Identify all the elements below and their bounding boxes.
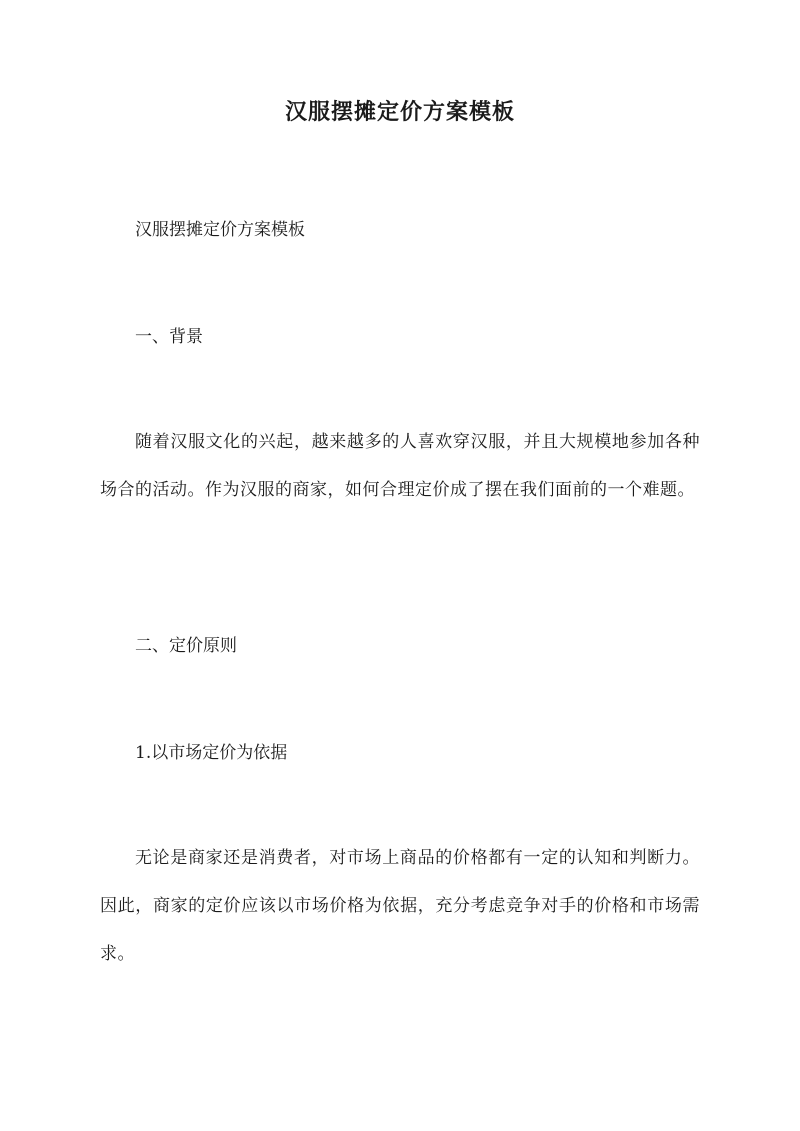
document-title: 汉服摆摊定价方案模板 — [284, 99, 515, 125]
background-paragraph: 随着汉服文化的兴起，越来越多的人喜欢穿汉服，并且大规模地参加各种场合的活动。作为汉服的商家，如何合理定价成了摆在我们面前的一个难题。 — [100, 432, 700, 500]
document-subtitle: 汉服摆摊定价方案模板 — [135, 220, 305, 240]
section-heading-background: 一、背景 — [135, 327, 203, 347]
principle-heading-market-pricing: 1.以市场定价为依据 — [135, 743, 288, 763]
market-pricing-paragraph: 无论是商家还是消费者，对市场上商品的价格都有一定的认知和判断力。因此，商家的定价应该以市场价格为依据，充分考虑竞争对手的价格和市场需求。 — [100, 848, 700, 964]
section-heading-pricing-principles: 二、定价原则 — [135, 636, 237, 656]
